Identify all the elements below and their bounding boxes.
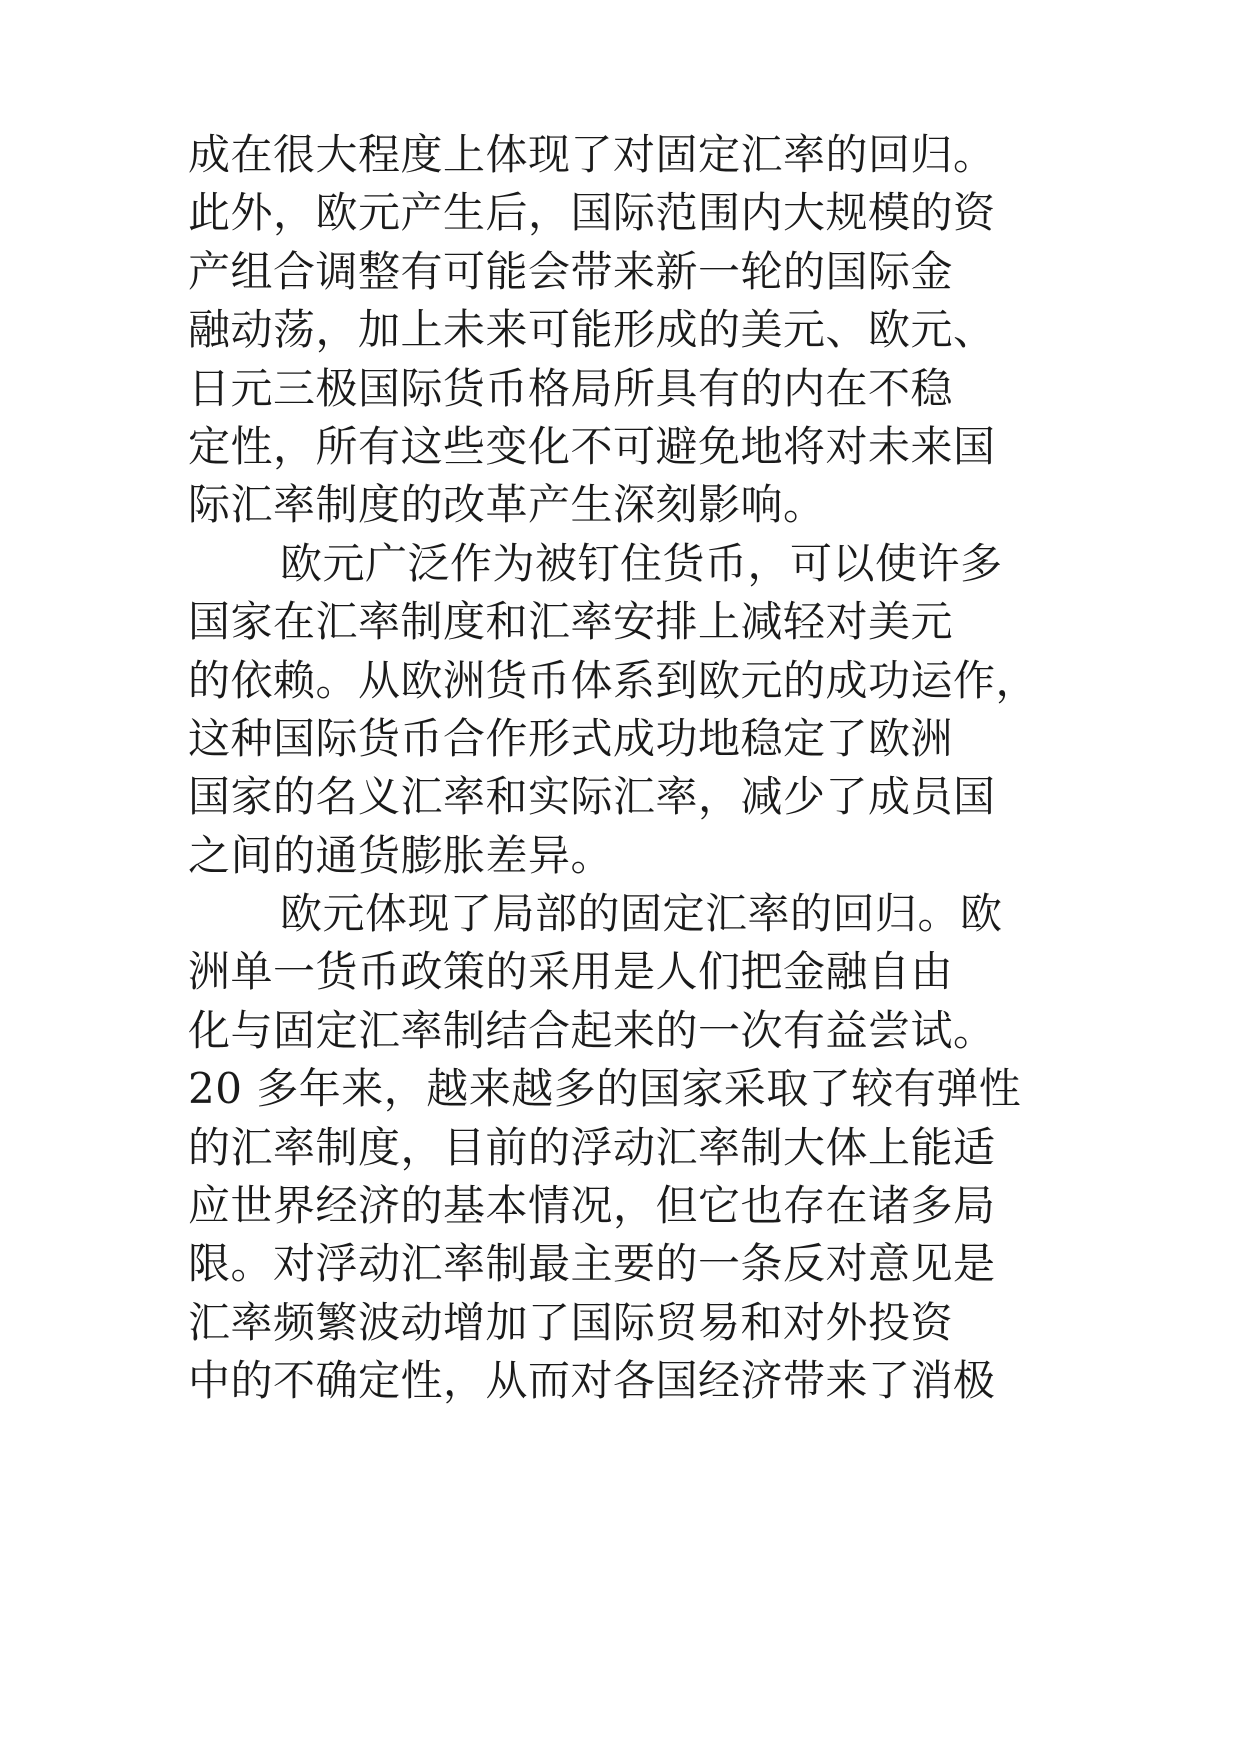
text-line: 洲单一货币政策的采用是人们把金融自由 <box>188 947 954 997</box>
text-line: 应世界经济的基本情况，但它也存在诸多局 <box>188 1181 996 1231</box>
text-line: 国家在汇率制度和汇率安排上减轻对美元 <box>188 597 954 647</box>
text-line: 日元三极国际货币格局所具有的内在不稳 <box>188 363 954 413</box>
text-line: 定性，所有这些变化不可避免地将对未来国 <box>188 421 996 471</box>
text-line: 之间的通货膨胀差异。 <box>188 830 614 880</box>
text-line: 产组合调整有可能会带来新一轮的国际金 <box>188 246 954 296</box>
text-line-indented: 欧元广泛作为被钉住货币，可以使许多 <box>280 538 1003 588</box>
text-line: 的依赖。从欧洲货币体系到欧元的成功运作， <box>188 655 1039 705</box>
text-line: 限。对浮动汇率制最主要的一条反对意见是 <box>188 1239 996 1289</box>
body-text <box>188 126 1088 1411</box>
text-line: 汇率频繁波动增加了国际贸易和对外投资 <box>188 1297 954 1347</box>
paragraph-2 <box>188 535 1088 885</box>
paragraph-3 <box>188 885 1088 1411</box>
text-line: 融动荡，加上未来可能形成的美元、欧元、 <box>188 305 996 355</box>
text-line: 20 多年来，越来越多的国家采取了较有弹性 <box>188 1064 1022 1114</box>
paragraph-1 <box>188 126 1088 535</box>
text-line: 国家的名义汇率和实际汇率，减少了成员国 <box>188 772 996 822</box>
text-line-indented: 欧元体现了局部的固定汇率的回归。欧 <box>280 889 1003 939</box>
text-line: 化与固定汇率制结合起来的一次有益尝试。 <box>188 1005 996 1055</box>
text-line: 中的不确定性，从而对各国经济带来了消极 <box>188 1356 996 1406</box>
text-line: 这种国际货币合作形式成功地稳定了欧洲 <box>188 713 954 763</box>
text-line: 的汇率制度，目前的浮动汇率制大体上能适 <box>188 1122 996 1172</box>
text-line: 际汇率制度的改革产生深刻影响。 <box>188 480 826 530</box>
text-line: 此外，欧元产生后，国际范围内大规模的资 <box>188 188 996 238</box>
text-line: 成在很大程度上体现了对固定汇率的回归。 <box>188 130 996 179</box>
